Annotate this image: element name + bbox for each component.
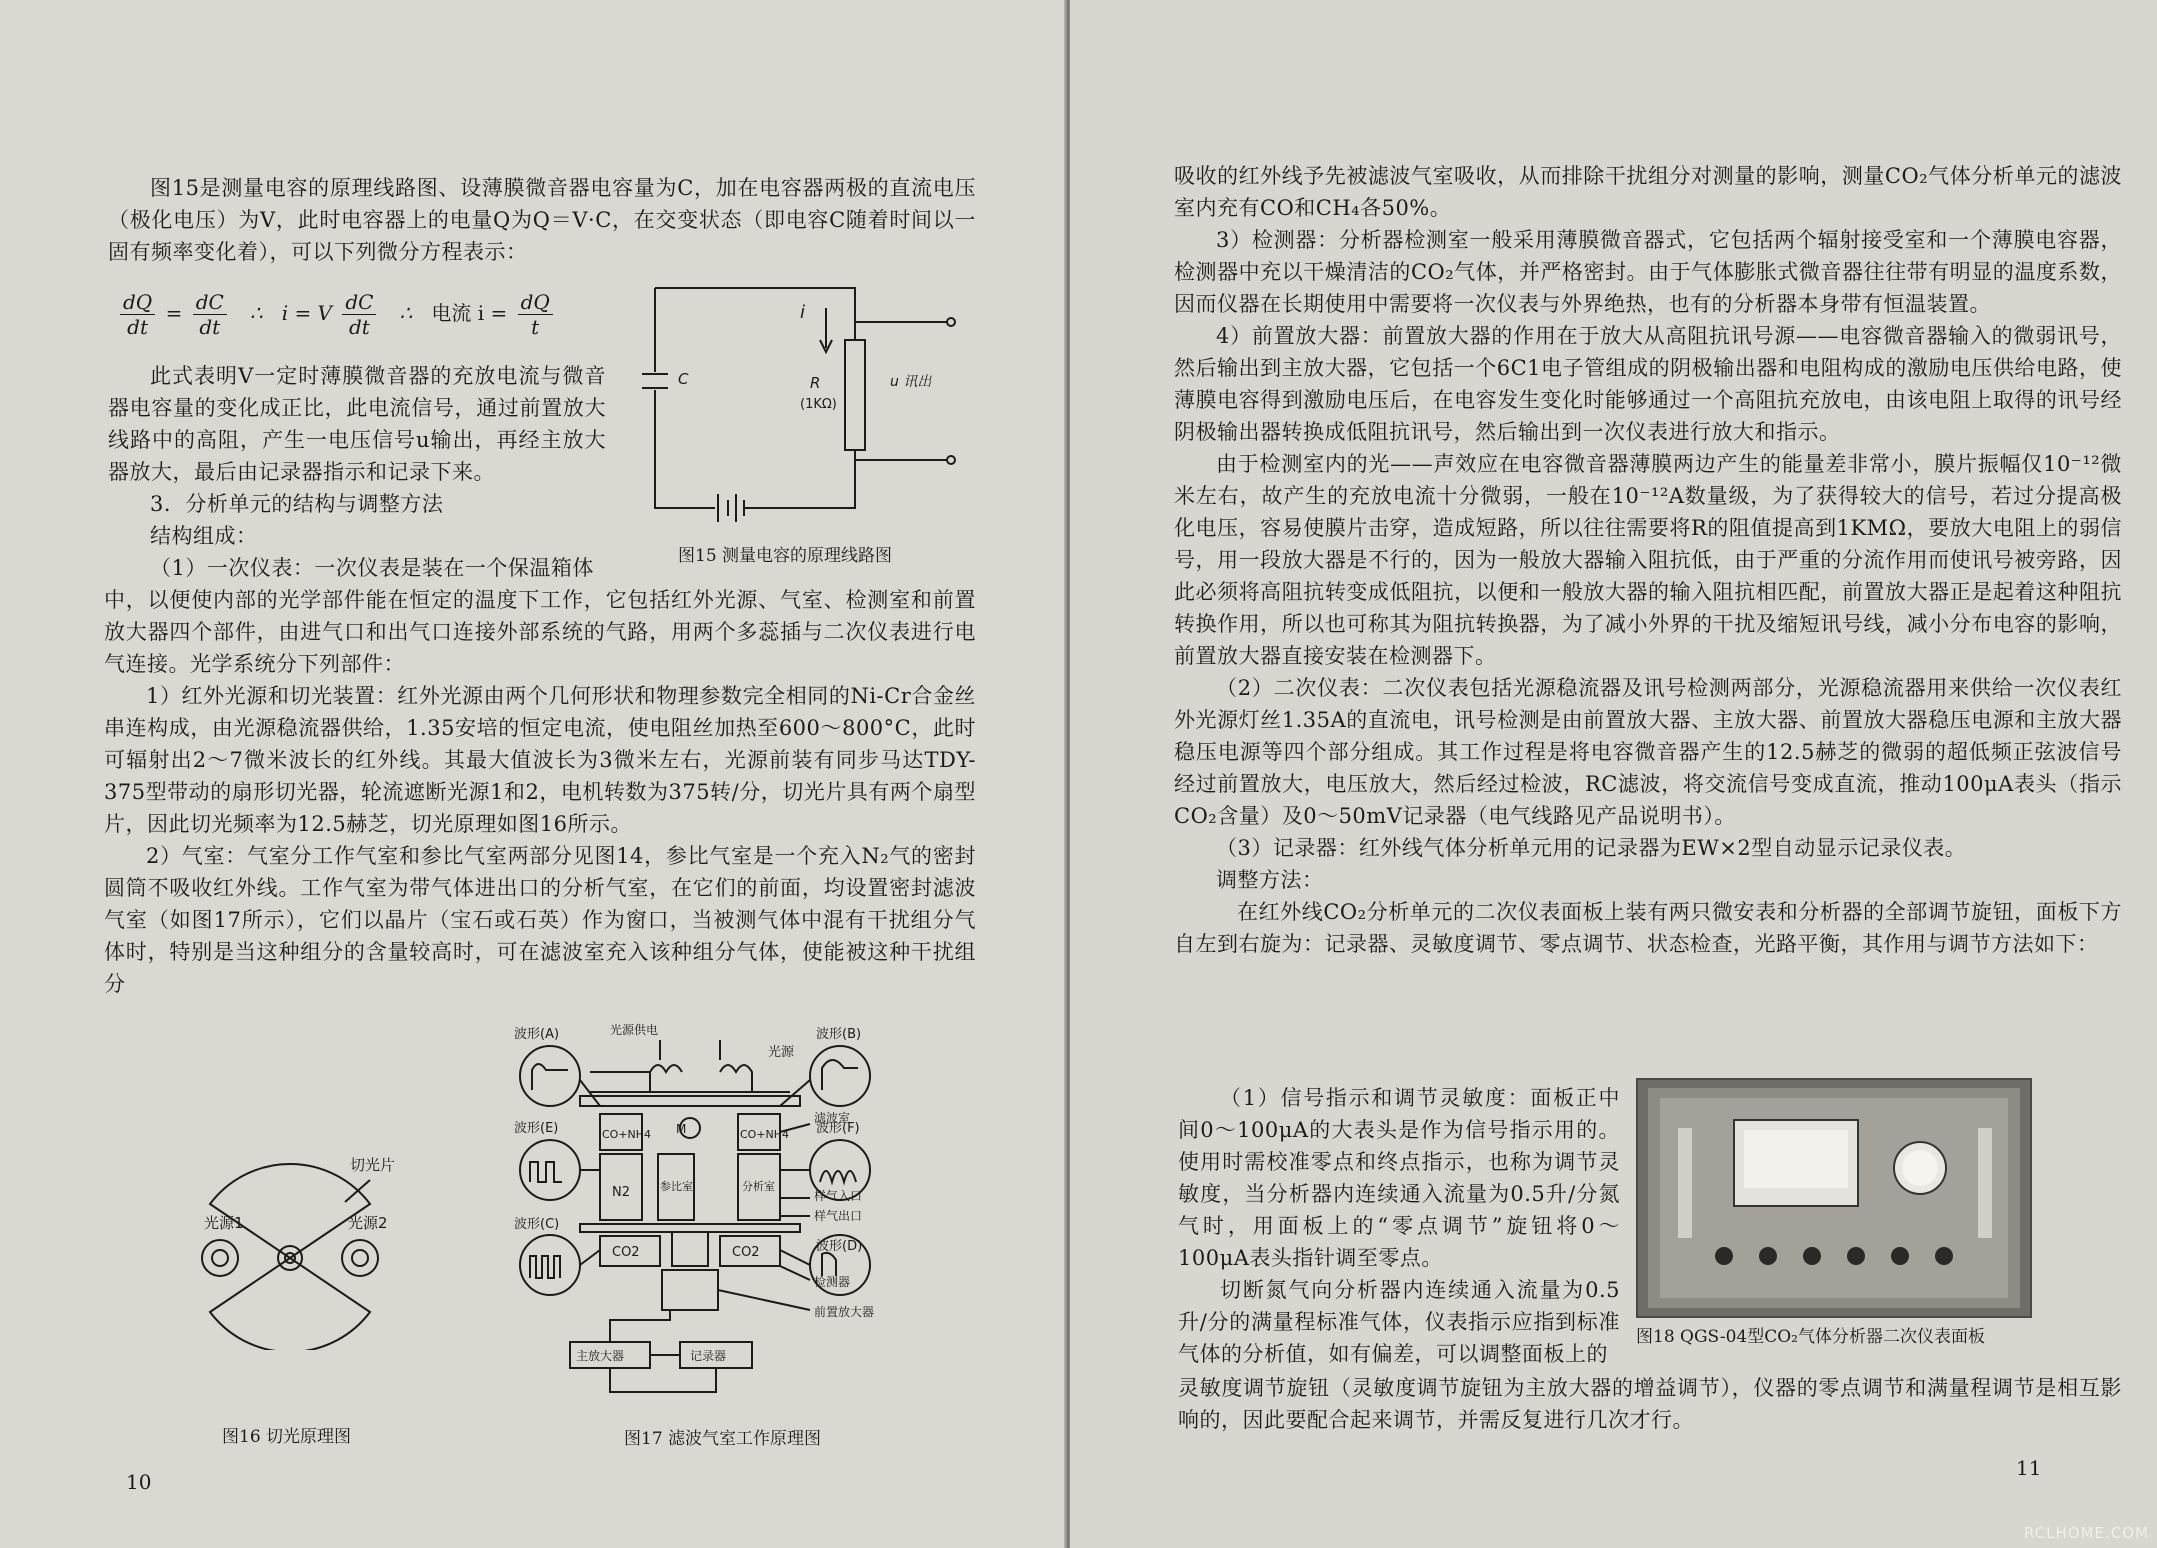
fig17-wave-d: 波形(D) xyxy=(816,1239,863,1254)
fig15-label-i: i xyxy=(800,302,806,323)
instrument-panel-illustration xyxy=(1638,1080,2030,1316)
para-preamplifier: 4）前置放大器：前置放大器的作用在于放大从高阻抗讯号源——电容微音器输入的微弱讯号，然后输出到主放大器，它包括一个6C1电子管组成的阴极输出器和电阻构成的激励电压供给电路，使薄膜电容得到激励电压后，在电容发生变化时能够通过一个高阻抗充放电，由该电阻上取得的讯号经阴极输出器转换成低阻抗讯号，然后输出到一次仪表进行放大和指示。 xyxy=(1174,324,2122,444)
fig16-chopper-label: 切光片 xyxy=(350,1156,396,1174)
fig17-motor: M xyxy=(676,1122,687,1136)
para-infrared-source: 1）红外光源和切光装置：红外光源由两个几何形状和物理参数完全相同的Ni-Cr合金丝串连构成，由光源稳流器供给，1.35安培的恒定电流，使电阻丝加热至600～800°C，此时可辐射出2～7微米波长的红外线。其最大值波长为3微米左右，光源前装有同步马达TDY-375型带动的扇形切光器，轮流遮断光源1和2，电机转数为375转/分，切光片具有两个扇型片，因此切光频率为12.5赫芝，切光原理如图16所示。 xyxy=(104,684,976,836)
formula-dc: dC xyxy=(193,290,227,315)
formula-dt2: dt xyxy=(199,315,221,339)
para-recorder: （3）记录器：红外线气体分析单元用的记录器为EW×2型自动显示记录仪表。 xyxy=(1216,836,1967,860)
formula-t: t xyxy=(531,315,540,339)
para-explain: 此式表明V一定时薄膜微音器的充放电流与微音器电容量的变化成正比，此电流信号，通过前置放大线路中的高阻，产生一电压信号u输出，再经主放大器放大，最后由记录器指示和记录下来。 xyxy=(108,364,606,484)
fig17-wave-a: 波形(A) xyxy=(514,1027,560,1042)
para-filter-chamber-cont: 吸收的红外线予先被滤波气室吸收，从而排除干扰组分对测量的影响，测量CO₂气体分析单元的滤波室内充有CO和CH₄各50%。 xyxy=(1174,164,2122,220)
para-panel-layout: 在红外线CO₂分析单元的二次仪表面板上装有两只微安表和分析器的全部调节旋钮，面板下方自左到右旋为：记录器、灵敏度调节、零点调节、状态检查，光路平衡，其作用与调节方法如下： xyxy=(1174,900,2122,956)
fig15-label-r-value: (1KΩ) xyxy=(800,397,837,412)
fig15-label-output: u 讯出 xyxy=(890,374,932,390)
figure-15-caption: 图15 测量电容的原理线路图 xyxy=(678,546,893,566)
fig15-label-c: C xyxy=(678,370,689,388)
differential-formula xyxy=(116,290,636,339)
para-signal-sensitivity: （1）信号指示和调节灵敏度：面板正中间0～100μA的大表头是作为信号指示用的。使用时需校准零点和终点指示，也称为调节灵敏度，当分析器内连续通入流量为0.5升/分氮气时，用面板上的“零点调节”旋钮将0～100μA表头指针调至零点。 xyxy=(1178,1086,1620,1270)
adjustment-heading: 调整方法： xyxy=(1216,868,1324,892)
fig17-analysis-room: 分析室 xyxy=(742,1180,775,1193)
fig17-n2: N2 xyxy=(612,1185,630,1200)
fig17-co-nh4-left: CO+NH4 xyxy=(602,1128,652,1141)
para-gas-chamber: 2）气室：气室分工作气室和参比气室两部分见图14，参比气室是一个充入N₂气的密封圆筒不吸收红外线。工作气室为带气体进出口的分析气室，在它们的前面，均设置密封滤波气室（如图17所示），它们以晶片（宝石或石英）作为窗口，当被测气体中混有干扰组分气体时，特别是当这种组分的含量较高时，可在滤波室充入该种组分气体，使能被这种干扰组分 xyxy=(104,844,976,996)
para-detector: 3）检测器：分析器检测室一般采用薄膜微音器式，它包括两个辐射接受室和一个薄膜电容器，检测器中充以干燥清洁的CO₂气体，并严格密封。由于气体膨胀式微音器往往带有明显的温度系数，因而仪器在长期使用中需要将一次仪表与外界绝热，也有的分析器本身带有恒温装置。 xyxy=(1174,228,2122,316)
page-number-left: 10 xyxy=(126,1470,152,1494)
section-heading-3: 3．分析单元的结构与调整方法 xyxy=(150,492,444,516)
figure-17-filter-chamber xyxy=(510,1020,930,1420)
fig17-filter-room: 滤波室 xyxy=(814,1111,851,1125)
fig17-ref-room: 参比室 xyxy=(660,1180,693,1193)
fig17-recorder: 记录器 xyxy=(690,1349,727,1363)
fig17-detector: 检测器 xyxy=(814,1275,851,1289)
figure-17-caption: 图17 滤波气室工作原理图 xyxy=(624,1429,822,1449)
figure-18-caption: 图18 QGS-04型CO₂气体分析器二次仪表面板 xyxy=(1636,1327,1985,1347)
watermark: RCLHOME.COM xyxy=(2023,1524,2149,1542)
fig17-light-source: 光源 xyxy=(768,1045,795,1060)
para-secondary-instrument: （2）二次仪表：二次仪表包括光源稳流器及讯号检测两部分，光源稳流器用来供给一次仪表红外光源灯丝1.35A的直流电，讯号检测是由前置放大器、主放大器、前置放大器稳压电源和主放大器稳压电源等四个部分组成。其工作过程是将电容微音器产生的12.5赫芝的微弱的超低频正弦波信号经过前置放大，电压放大，然后经过检波，RC滤波，将交流信号变成直流，推动100μA表头（指示CO₂含量）及0～50mV记录器（电气线路见产品说明书）。 xyxy=(1174,676,2122,828)
fig17-gas-out: 样气出口 xyxy=(814,1209,863,1223)
formula-dt1: dt xyxy=(127,315,149,339)
formula-i-eq-v: i = V xyxy=(281,301,332,325)
figure-15-circuit xyxy=(640,280,970,530)
page-number-right: 11 xyxy=(2016,1456,2042,1480)
paragraph-beside-fig18 xyxy=(1178,1082,1620,1370)
fig17-gas-in: 样气入口 xyxy=(814,1189,863,1203)
fig17-light-power: 光源供电 xyxy=(610,1023,659,1037)
right-main-text xyxy=(1174,160,2122,960)
left-page xyxy=(0,0,1068,1548)
fig17-co2-right: CO2 xyxy=(732,1245,760,1260)
formula-dt3: dt xyxy=(348,315,370,339)
full-width-paragraphs xyxy=(104,584,976,1000)
structure-heading: 结构组成： xyxy=(150,524,258,548)
intro-text: 图15是测量电容的原理线路图、设薄膜微音器电容量为C，加在电容器两极的直流电压（极化电压）为V，此时电容器上的电量Q为Q＝V·C，在交变状态（即电容C随着时间以一固有频率变化着），可以下列微分方程表示： xyxy=(108,176,976,264)
fig17-co2-left: CO2 xyxy=(612,1245,640,1260)
paragraph-beside-fig15 xyxy=(108,360,606,584)
formula-current: 电流 i = xyxy=(431,301,508,325)
figure-16-caption: 图16 切光原理图 xyxy=(222,1427,352,1447)
right-end-text xyxy=(1178,1372,2122,1436)
figure-16-chopper xyxy=(180,1140,410,1350)
fig17-co-nh4-right: CO+NH4 xyxy=(740,1128,790,1141)
para-sensitivity-knob: 灵敏度调节旋钮（灵敏度调节旋钮为主放大器的增益调节），仪器的零点调节和满量程调节是相互影响的，因此要配合起来调节，并需反复进行几次才行。 xyxy=(1178,1376,2122,1432)
fig17-wave-f: 波形(F) xyxy=(816,1121,860,1136)
fig17-preamp: 前置放大器 xyxy=(814,1305,875,1319)
fig16-source1-label: 光源1 xyxy=(204,1214,244,1232)
formula-dq2: dQ xyxy=(518,290,553,315)
formula-eq: = xyxy=(165,301,183,325)
figure-18-instrument-photo xyxy=(1636,1078,2032,1318)
fig17-wave-c: 波形(C) xyxy=(514,1217,560,1232)
intro-paragraph xyxy=(108,172,976,268)
fig15-label-r: R xyxy=(810,374,821,392)
formula-dq: dQ xyxy=(120,290,155,315)
fig17-wave-b: 波形(B) xyxy=(816,1027,862,1042)
para-primary-instrument: （1）一次仪表：一次仪表是装在一个保温箱体 xyxy=(150,556,594,580)
formula-therefore1: ∴ xyxy=(249,301,263,325)
para-full-scale: 切断氮气向分析器内连续通入流量为0.5升/分的满量程标准气体，仪表指示应指到标准气体的分析值，如有偏差，可以调整面板上的 xyxy=(1178,1278,1620,1366)
formula-dc2: dC xyxy=(342,290,376,315)
fig17-wave-e: 波形(E) xyxy=(514,1121,559,1136)
para-photoacoustic: 由于检测室内的光——声效应在电容微音器薄膜两边产生的能量差非常小，膜片振幅仅10⁻¹²微米左右，故产生的充放电流十分微弱，一般在10⁻¹²A数量级，为了获得较大的信号，若过分提高极化电压，容易使膜片击穿，造成短路，所以往往需要将R的阻值提高到1KMΩ，要放大电阻上的弱信号，用一段放大器是不行的，因为一般放大器输入阻抗低，由于严重的分流作用而使讯号被旁路，因此必须将高阻抗转变成低阻抗，以便和一般放大器的输入阻抗相匹配，前置放大器正是起着这种阻抗转换作用，所以也可称其为阻抗转换器，为了减小外界的干扰及缩短讯号线，减小分布电容的影响，前置放大器直接安装在检测器下。 xyxy=(1174,452,2122,668)
formula-therefore2: ∴ xyxy=(399,301,413,325)
fig16-source2-label: 光源2 xyxy=(348,1214,388,1232)
fig17-main-amp: 主放大器 xyxy=(576,1349,625,1363)
para-primary-continued: 中，以便使内部的光学部件能在恒定的温度下工作，它包括红外光源、气室、检测室和前置放大器四个部件，由进气口和出气口连接外部系统的气路，用两个多蕊插与二次仪表进行电气连接。光学系统分下列部件： xyxy=(104,588,976,676)
